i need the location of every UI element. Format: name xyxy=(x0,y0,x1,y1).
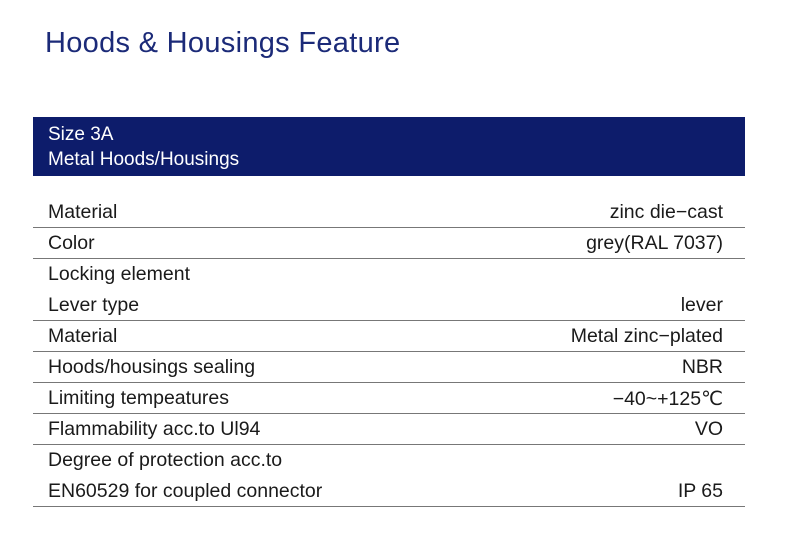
spec-value: IP 65 xyxy=(677,480,723,502)
spec-label: Locking element xyxy=(48,263,191,285)
spec-value: zinc die−cast xyxy=(609,201,723,223)
spec-row-color xyxy=(33,228,745,259)
spec-label: EN60529 for coupled connector xyxy=(48,480,323,502)
spec-value: grey(RAL 7037) xyxy=(586,232,723,254)
spec-label: Material xyxy=(48,201,118,223)
page-title: Hoods & Housings Feature xyxy=(45,27,401,59)
spec-row-flammability xyxy=(33,414,745,445)
spec-row-locking-element xyxy=(33,259,745,290)
spec-label: Material xyxy=(48,325,118,347)
spec-table xyxy=(33,197,745,507)
spec-row-sealing xyxy=(33,352,745,383)
spec-row-temperatures xyxy=(33,383,745,414)
spec-row-material xyxy=(33,197,745,228)
spec-value: −40~+125℃ xyxy=(612,388,723,410)
spec-value: NBR xyxy=(681,356,723,378)
spec-value: lever xyxy=(680,294,723,316)
spec-row-protection-standard xyxy=(33,476,745,507)
banner-size-label: Size 3A xyxy=(48,124,114,145)
spec-label: Color xyxy=(48,232,95,254)
spec-label: Limiting tempeatures xyxy=(48,387,230,409)
spec-row-lever-material xyxy=(33,321,745,352)
spec-label: Lever type xyxy=(48,294,140,316)
spec-label: Flammability acc.to Ul94 xyxy=(48,418,261,440)
spec-row-lever-type xyxy=(33,290,745,321)
banner-product-label: Metal Hoods/Housings xyxy=(48,149,240,170)
spec-label: Degree of protection acc.to xyxy=(48,449,283,471)
spec-value: Metal zinc−plated xyxy=(570,325,723,347)
spec-label: Hoods/housings sealing xyxy=(48,356,256,378)
section-header-banner xyxy=(33,117,745,176)
spec-value: VO xyxy=(694,418,723,440)
spec-row-protection-degree xyxy=(33,445,745,476)
